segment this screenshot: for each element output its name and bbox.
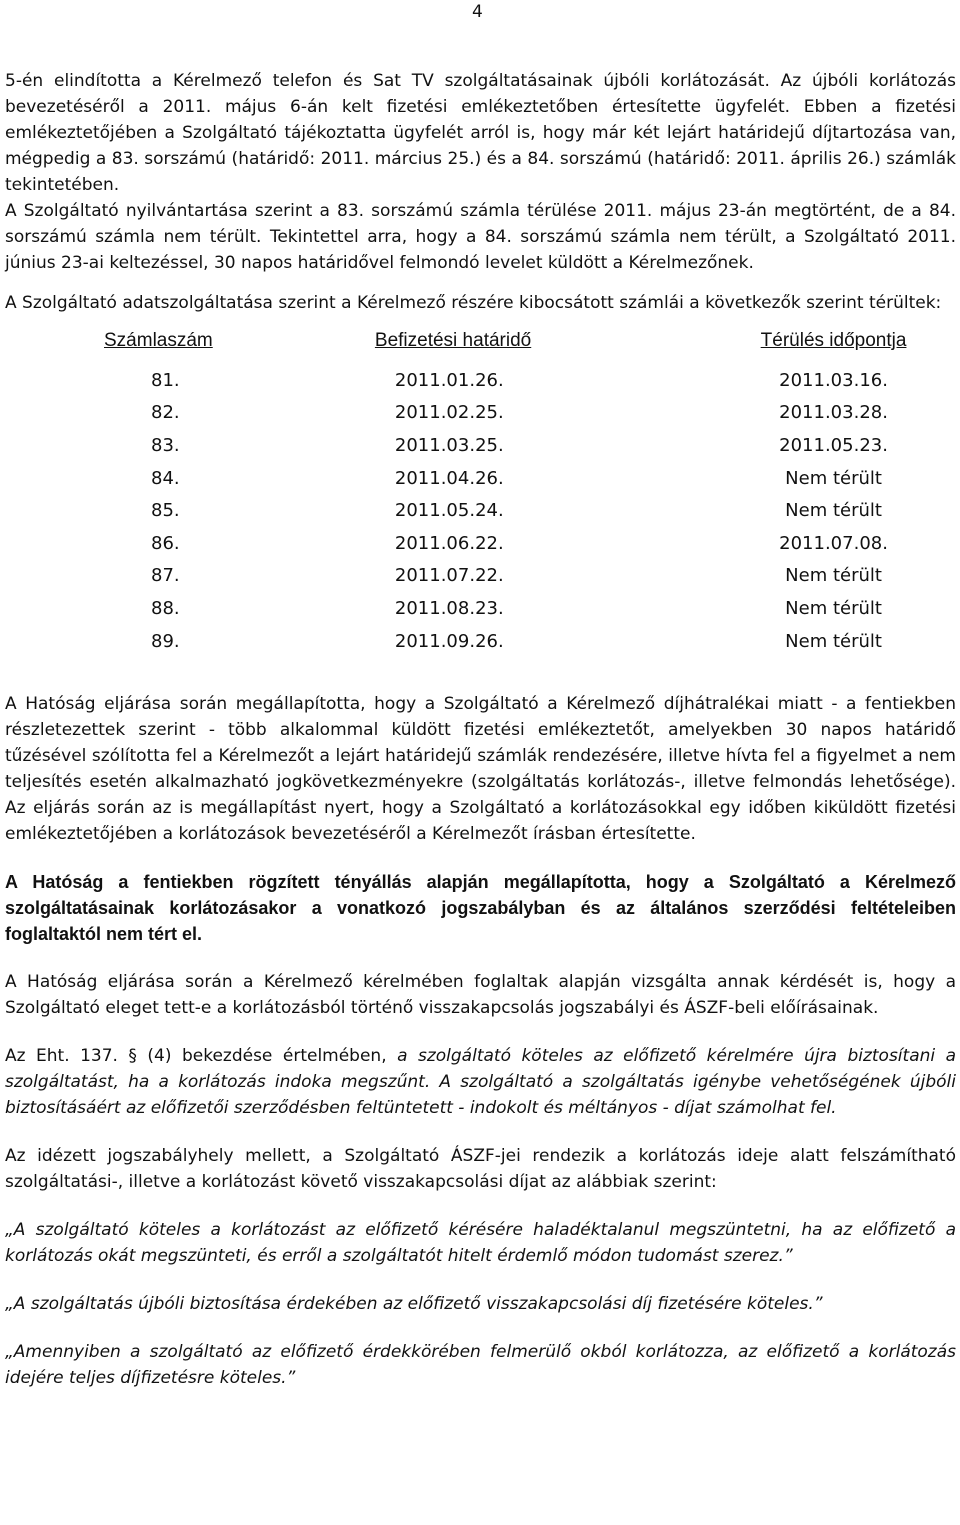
quote-restriction-removal: „A szolgáltató köteles a korlátozást az előfizető kérésére haladéktalanul megszüntetni, ha az előfizető a korlátozás okát megszünteti, és erről a szolgáltatót hitelt érdemlő módon tudomást szerez.”	[5, 1220, 956, 1267]
paragraph-table-intro: A Szolgáltató adatszolgáltatása szerint a Kérelmező részére kibocsátott számlái a következők szerint térültek:	[5, 293, 942, 313]
paragraph-law-citation	[5, 1043, 956, 1121]
cell-due-date: 2011.01.26.	[394, 369, 504, 391]
cell-invoice-number: 89.	[151, 630, 180, 652]
quote-reconnection-fee: „A szolgáltatás újbóli biztosítása érdekében az előfizető visszakapcsolási díj fizetésére köteles.”	[5, 1294, 823, 1315]
cell-due-date: 2011.09.26.	[394, 630, 504, 652]
cell-payment-date: Nem térült	[785, 597, 882, 619]
page-number: 4	[472, 2, 483, 22]
table-row	[104, 429, 956, 462]
paragraph-conclusion: A Hatóság a fentiekben rögzített tényállás alapján megállapította, hogy a Szolgáltató a Kérelmező szolgáltatásainak korlátozásakor a vonatkozó jogszabályban és az általános szerződési feltételeiben foglaltaktól nem tért el.	[5, 872, 956, 945]
table-row	[104, 462, 956, 495]
cell-invoice-number: 82.	[151, 402, 180, 424]
header-due-date: Befizetési határidő	[374, 330, 532, 351]
citation-intro: Az Eht. 137. § (4) bekezdése értelmében,	[5, 1046, 398, 1067]
cell-invoice-number: 86.	[151, 532, 180, 554]
cell-due-date: 2011.07.22.	[394, 565, 504, 587]
quote-full-fee: „Amennyiben a szolgáltató az előfizető érdekkörében felmerülő okból korlátozza, az előfizető a korlátozás idejére teljes díjfizetésre köteles.”	[5, 1342, 956, 1389]
cell-payment-date: 2011.03.16.	[779, 369, 888, 391]
table-row	[104, 364, 956, 397]
cell-payment-date: Nem térült	[785, 467, 882, 489]
paragraph-aszf-intro: Az idézett jogszabályhely mellett, a Szolgáltató ÁSZF-jei rendezik a korlátozás ideje alatt felszámítható szolgáltatási-, illetve a korlátozást követő visszakapcsolási díjat az alábbiak szerint:	[5, 1146, 956, 1193]
cell-due-date: 2011.02.25.	[394, 402, 504, 424]
paragraph-reconnection-question: A Hatóság eljárása során a Kérelmező kérelmében foglaltak alapján vizsgálta annak kérdését is, hogy a Szolgáltató eleget tett-e a korlátozásból történő visszakapcsolás jogszabályi és ÁSZF-beli előírásainak.	[5, 972, 956, 1019]
citation-quote: a szolgáltató köteles az előfizető kérelmére újra biztosítani a szolgáltatást, ha a korlátozás indoka megszűnt. A szolgáltató a szolgáltatás igénybe vehetőségének újbóli biztosításáért az előfizetői szerződésben feltüntetett - indokolt és méltányos - díjat számolhat fel.	[5, 1046, 957, 1119]
cell-invoice-number: 85.	[151, 500, 180, 522]
cell-due-date: 2011.05.24.	[394, 500, 504, 522]
cell-invoice-number: 88.	[151, 597, 180, 619]
cell-payment-date: 2011.03.28.	[779, 402, 888, 424]
table-row	[104, 397, 956, 430]
paragraph-authority-findings: A Hatóság eljárása során megállapította, hogy a Szolgáltató a Kérelmező díjhátralékai miatt - a fentiekben részletezettek szerint - több alkalommal küldött fizetési emlékeztetőt, amelyekben 30 napos határidő tűzésével szólította fel a Kérelmezőt a lejárt határidejű számlák rendezésére, illetve hívta fel a figyelmet a nem teljesítés esetén alkalmazható jogkövetkezményekre (szolgáltatás korlátozás-, illetve felmondás lehetősége). Az eljárás során az is megállapítást nyert, hogy a Szolgáltató a korlátozásokkal egy időben kiküldött fizetési emlékeztetőjében a korlátozások bevezetéséről a Kérelmezőt írásban értesítette.	[5, 694, 956, 845]
cell-due-date: 2011.03.25.	[394, 434, 504, 456]
cell-due-date: 2011.04.26.	[394, 467, 504, 489]
table-header-row	[104, 330, 956, 364]
paragraph-restriction-notice: 5-én elindította a Kérelmező telefon és Sat TV szolgáltatásainak újbóli korlátozását. Az újbóli korlátozás bevezetéséről a 2011. május 6-án kelt fizetési emlékeztetőben értesítette ügyfelét. Ebben a fizetési emlékeztetőjében a Szolgáltató tájékoztatta ügyfelét arról is, hogy már két lejárt határidejű díjtartozása van, mégpedig a 83. sorszámú (határidő: 2011. március 25.) és a 84. sorszámú (határidő: 2011. április 26.) számlák tekintetében.	[5, 71, 956, 195]
cell-payment-date: 2011.05.23.	[779, 434, 888, 456]
cell-invoice-number: 83.	[151, 434, 180, 456]
document-body	[5, 68, 956, 1391]
header-invoice-number: Számlaszám	[104, 330, 213, 351]
paragraph-invoice-status: A Szolgáltató nyilvántartása szerint a 83. sorszámú számla térülése 2011. május 23-án megtörtént, de a 84. sorszámú számla nem térült. Tekintettel arra, hogy a 84. sorszámú számla nem térült, a Szolgáltató 2011. június 23-ai keltezéssel, 30 napos határidővel felmondó levelet küldött a Kérelmezőnek.	[5, 201, 956, 273]
table-row	[104, 494, 956, 527]
table-row	[104, 592, 956, 625]
invoice-table	[104, 330, 956, 657]
table-row	[104, 625, 956, 658]
cell-invoice-number: 87.	[151, 565, 180, 587]
cell-payment-date: 2011.07.08.	[779, 532, 888, 554]
table-row	[104, 560, 956, 593]
cell-payment-date: Nem térült	[785, 500, 882, 522]
cell-due-date: 2011.06.22.	[394, 532, 504, 554]
header-payment-date: Térülés időpontja	[760, 330, 907, 351]
cell-payment-date: Nem térült	[785, 630, 882, 652]
cell-invoice-number: 81.	[151, 369, 180, 391]
cell-due-date: 2011.08.23.	[394, 597, 504, 619]
cell-invoice-number: 84.	[151, 467, 180, 489]
table-row	[104, 527, 956, 560]
cell-payment-date: Nem térült	[785, 565, 882, 587]
